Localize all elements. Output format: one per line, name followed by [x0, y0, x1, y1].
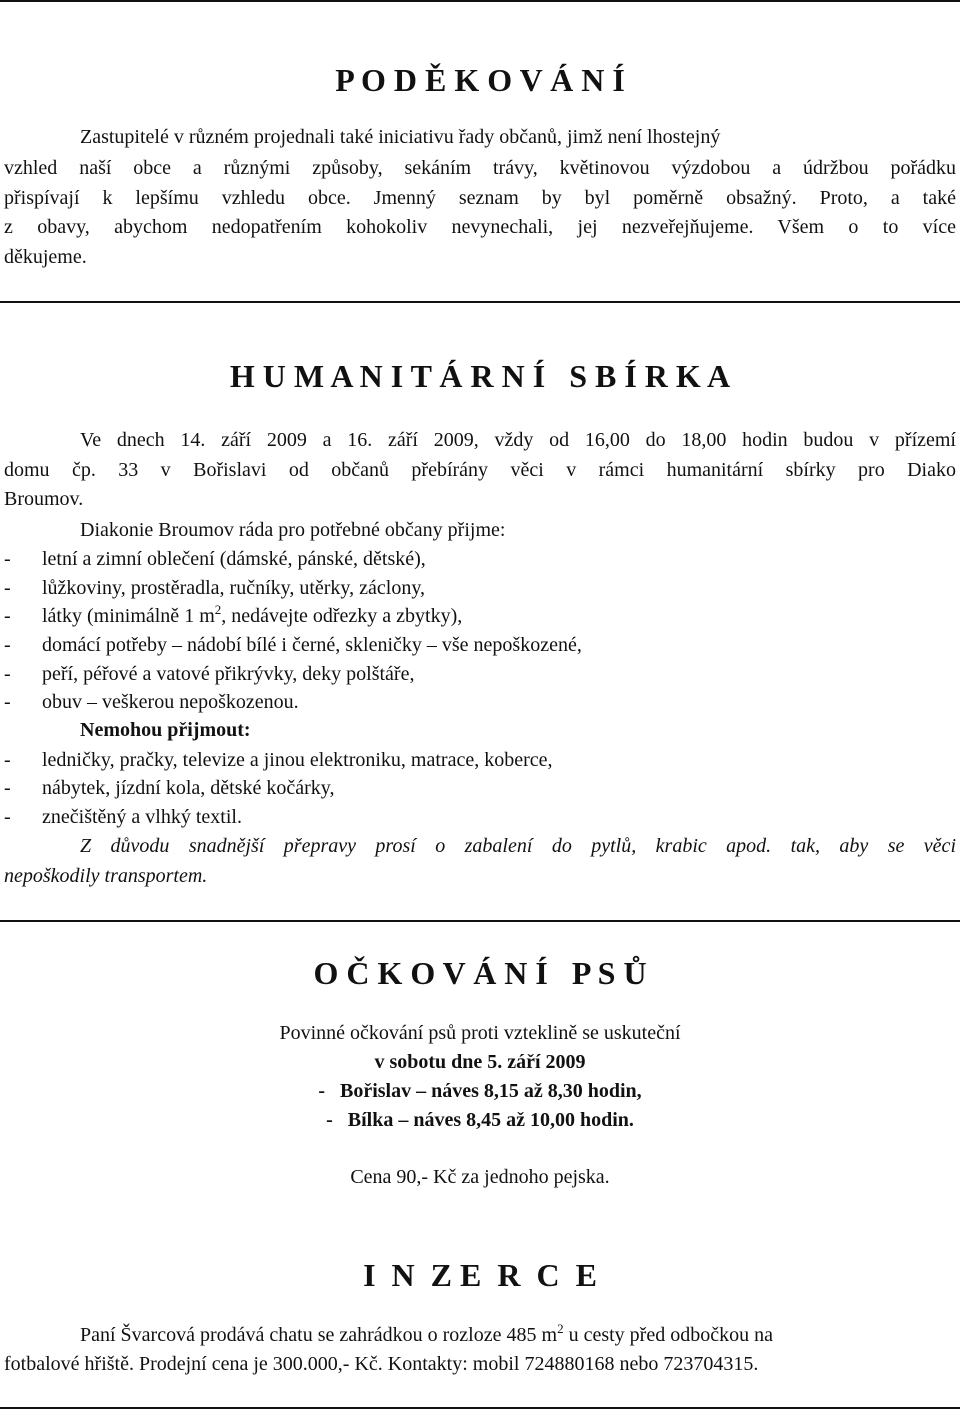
podekovani-line-3: přispívají k lepšímu vzhledu obce. Jmenný seznam by byl poměrně obsažný. Proto, a také: [4, 187, 956, 209]
podekovani-line-5: děkujeme.: [4, 246, 87, 268]
sbirka-intro-line-2: domu čp. 33 v Bořislavi od občanů přebírány věci v rámci humanitární sbírky pro Diako: [4, 459, 956, 481]
ockovani-line-1: Povinné očkování psů proti vzteklině se uskuteční: [279, 1022, 681, 1044]
accept-item-3: - látky (minimálně 1 $m^2$, nedávejte odřezky a zbytky),: [4, 602, 463, 627]
inzerce-line-1: Paní Švarcová prodává chatu se zahrádkou o rozloze 485 $m^2$ u cesty před odbočkou na: [80, 1321, 773, 1346]
sbirka-intro-line-3: Broumov.: [4, 488, 84, 510]
podekovani-line-1: Zastupitelé v různém projednali také iniciativu řady občanů, jimž není lhostejný: [80, 126, 721, 148]
accept-item-4: - domácí potřeby – nádobí bílé i černé, skleničky – vše nepoškozené,: [4, 634, 582, 656]
divider-top: [0, 0, 960, 2]
heading-sbirka: H U M A N I T Á R N Í S B Í R K A: [229, 358, 731, 394]
ockovani-bilka: - Bílka – náves 8,45 až 10,00 hodin.: [326, 1109, 634, 1131]
ockovani-price: Cena 90,- Kč za jednoho pejska.: [350, 1166, 610, 1188]
podekovani-line-4: z obavy, abychom nedopatřením kohokoliv nevynechali, jej nezveřejňujeme. Všem o to více: [4, 216, 956, 238]
accept-item-5: - peří, péřové a vatové přikrývky, deky polštáře,: [4, 663, 415, 685]
accept-heading: Diakonie Broumov ráda pro potřebné občany přijme:: [80, 519, 506, 541]
heading-inzerce: I N Z E R C E: [363, 1257, 597, 1293]
divider-bottom: [0, 1407, 960, 1409]
ockovani-date: v sobotu dne 5. září 2009: [374, 1051, 586, 1073]
inzerce-line-2: fotbalové hřiště. Prodejní cena je 300.000,- Kč. Kontakty: mobil 724880168 nebo 723704315.: [4, 1353, 759, 1375]
podekovani-line-2: vzhled naší obce a různými způsoby, sekáním trávy, květinovou výzdobou a údržbou pořádku: [4, 157, 956, 179]
reject-item-2: - nábytek, jízdní kola, dětské kočárky,: [4, 777, 335, 799]
divider-2: [0, 920, 960, 922]
sbirka-note-line-1: Z důvodu snadnější přepravy prosí o zabalení do pytlů, krabic apod. tak, aby se věci: [80, 835, 956, 857]
divider-1: [0, 301, 960, 303]
sbirka-intro-line-1: Ve dnech 14. září 2009 a 16. září 2009, vždy od 16,00 do 18,00 hodin budou v přízemí: [80, 429, 956, 451]
heading-podekovani: P O D Ě K O V Á N Í: [335, 62, 625, 98]
heading-ockovani: O Č K O V Á N Í P S Ů: [313, 955, 647, 991]
reject-heading: Nemohou přijmout:: [80, 719, 251, 741]
accept-item-2: - lůžkoviny, prostěradla, ručníky, utěrky, záclony,: [4, 577, 426, 599]
reject-item-1: - ledničky, pračky, televize a jinou elektroniku, matrace, koberce,: [4, 749, 553, 771]
reject-item-3: - znečištěný a vlhký textil.: [4, 806, 242, 828]
sbirka-note-line-2: nepoškodily transportem.: [4, 865, 208, 887]
accept-item-6: - obuv – veškerou nepoškozenou.: [4, 691, 299, 713]
accept-item-1: - letní a zimní oblečení (dámské, pánské, dětské),: [4, 548, 426, 570]
ockovani-borislav: - Bořislav – náves 8,15 až 8,30 hodin,: [318, 1080, 642, 1102]
